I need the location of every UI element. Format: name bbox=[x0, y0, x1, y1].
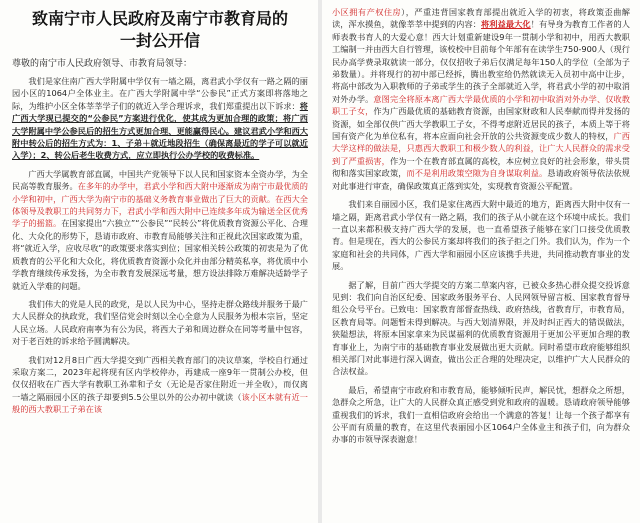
left-page bbox=[0, 0, 318, 523]
text-run: 而不是利用政策空隙为自身谋取利益。 bbox=[406, 168, 548, 179]
left-paragraph-2 bbox=[12, 168, 308, 292]
title-line-1: 致南宁市人民政府及南宁市教育局的 bbox=[31, 9, 288, 28]
right-paragraph-4: 最后，希望南宁市政府和市教育局，能够倾听民声，解民忧，想群众之所想，急群众之所急，让广大的人民群众真正感受到党和政府的温暖。恳请政府领导能够重视我们的诉求，我们一直相信政府会给出一个满意的答复！让每一个孩子都享有公平而有质量的教育，在这里代表丽园小区1064户全体业主和孩子们，向为群众办事的市领导深表谢意！ bbox=[332, 384, 630, 445]
text-run: 我们是家住南广西大学附属中学仅有一墙之隔，离君武小学仅有一路之隔的丽园小区的1064户全体业主。在广西大学附属中学“公参民”正式方案即将落地之际，为维护小区全体莘莘学子们的就近入学合理诉求，我们郑重提出以下诉求： bbox=[12, 76, 308, 111]
right-paragraph-3: 据了解，目前广西大学提交的方案二草案内容，已被众多热心群众提交投诉意见到：我们向自治区纪委、国家政务服务平台、人民网领导留言板、国家教育督导组公众号平台。已致电：国家教育部督查热线、政府热线，省教育厅，市教育局，区教育局等。问题暂未得到解决。与西大划清界限，并及时纠正西大的错误做法，狭隘想法，将原本国家拿来为民谋福利的优质教育资源用于更加公平更加合理的教育事业上，为南宁市的基础教育事业发展做出更大贡献。同时希望市政府能够组织相关部门对此事进行深入调查，做出公正合理的处理决定，以维护广大人民群众的合法权益。 bbox=[332, 279, 630, 377]
text-run: 作为一个在教育部直属的高校，本应树立良好的社会形象，带头贯彻和落实国家政策， bbox=[332, 155, 630, 179]
text-run: 该小区本就有近一般的西大教职工子弟在该 bbox=[12, 391, 308, 415]
text-run: 在西大全体领导及教职工的共同努力下，君武小学和西大附中已连续多年成为输送全区优秀学子的摇篮。 bbox=[12, 193, 308, 229]
text-run: 我们对12月8日广西大学提交到广西相关教育部门的决议草案，学校自行通过采取方案二，2023年起将现有区内学校停办，再建成一座9年一贯制公办校，但仅仅招收在广西大学有教职工孙辈和子女（无论是否家住附近一并全收），而仅离一墙之隔丽园小区的孩子却要到5.5公里以外的公办初中就读（ bbox=[12, 354, 308, 402]
salutation: 尊敬的南宁市人民政府领导、市教育局领导： bbox=[12, 59, 193, 69]
title-line-2: 一封公开信 bbox=[119, 31, 200, 50]
text-run: 意图完全将原本离广西大学最优质的小学和初中取消对外办学、仅收教职工子女， bbox=[332, 93, 630, 117]
page-title bbox=[12, 8, 308, 52]
left-paragraph-3: 我们伟大的党是人民的政党，是以人民为中心，坚持走群众路线并服务于最广大人民群众的执政党，我们坚信党会时刻以全心全意为人民服务为根本宗旨，坚定人民立场。人民政府南寧为有公为民，将西大子弟和周边群众在同等考量中包容，对于老百姓的诉求给予圆满解决。 bbox=[12, 298, 308, 347]
text-run: 将利益最大化 bbox=[481, 19, 531, 30]
text-run: 恳请政府领导依法依规对此事进行审查，确保政策真正落到实处，实现教育资源公平配置。 bbox=[332, 168, 630, 191]
left-paragraph-4 bbox=[12, 354, 308, 416]
text-run: 将广西大学现已提交的“公参民”方案进行优化，使其成为更加合理的政策；将广西大学附属中学公参民后的招生方式更加合理、更能赢得民心。建议君武小学和西大附中转公后的招生方式为：1、子弟＋就近地段招生（确保离最近的学子可以就近入学）；2、转公后老生收费方式，应立即执行公办学校的收费标准。 bbox=[12, 100, 308, 161]
text-run: 广西大学这样的做法是，只惠西大教职工和极少数人的利益，让广大人民群众的需求受到了严重损害， bbox=[332, 131, 630, 166]
text-run: 小区拥有产权住房 bbox=[332, 7, 402, 17]
text-run: 广西大学属教育部直属，中国共产党领导下以人民和国家资本全资办学，为全民高等教育服务。 bbox=[12, 168, 308, 192]
right-paragraph-2: 我们来自丽园小区，我们是家住离西大附中最近的地方，距离西大附中仅有一墙之隔，距离君武小学仅有一路之隔，我们的孩子从小就在这个环境中成长。我们一直以来都积极支持广西大学的发展，也一直希望孩子能够在家门口接受优质教育。但是现在，西大的公参民方案却将我们的孩子拒之门外。我们认为，作为一个家庭和社会的共同体，广西大学和丽园小区应该携手共进，共同推动教育事业的发展。 bbox=[332, 199, 630, 272]
text-run: 在国家提出“六独立”“公参民”“民转公”将优质教育资源公平化、合理化、大众化的形势下，恳请市政府、市教育局能够关注和正视此次国家政策为重，将“就近入学，应收尽收”的政策要求落实到位；国家相关转公政策的初衷是为了优质教育的公平化和大众化，将优质教育资源小众化并由部分精英私享，将优质中小学教育继续传承发扬，为全市教育发展深远考量，想方设法排除万难解决适龄学子就近入学难的问题。 bbox=[12, 218, 308, 291]
text-run: 作为广西最优质的基础教育资源，由国家财政和人民奉献而得并发扬的资源，如全部仅供广西大学教职工子女，不得考虑附近居民的孩子，本质上等于将国有资产化为单位私有，将本应面向社会开放的公共资源变成少数人的特权， bbox=[332, 106, 630, 142]
right-page bbox=[322, 0, 640, 523]
text-run: 在多年的办学中，君武小学和西大附中逐渐成为南宁市最优质的小学和初中，广西大学为南宁市的基础义务教育事业做出了巨大的贡献。 bbox=[12, 181, 308, 204]
text-run: ！有导身为教育工作者的人师表教书育人的大爱心意！西大计划重新建设9年一贯制小学和初中，用西大教职工编制一并由西大自行管理，该校校中目前每个年部有在读学生750-900人（现行民办高学费录取就读一部分，仅仅招收子弟后仅满足每年150人的学位（全部为子弟数量）。并将现行的初中部已经拆，腾出教室给仍然就读无入员初中高中让步，将高中部改为入职教师的子弟或学生的孩子全部就近入学，将君武小学的初中取消对外办学。 bbox=[332, 19, 630, 104]
left-paragraph-1 bbox=[12, 75, 308, 162]
right-paragraph-1 bbox=[332, 6, 630, 192]
text-run: ），严重违背国家教育部提出就近入学的初衷，将政策歪曲解读，浑水摸鱼，就像莘莘中提到的内容： bbox=[332, 7, 630, 30]
